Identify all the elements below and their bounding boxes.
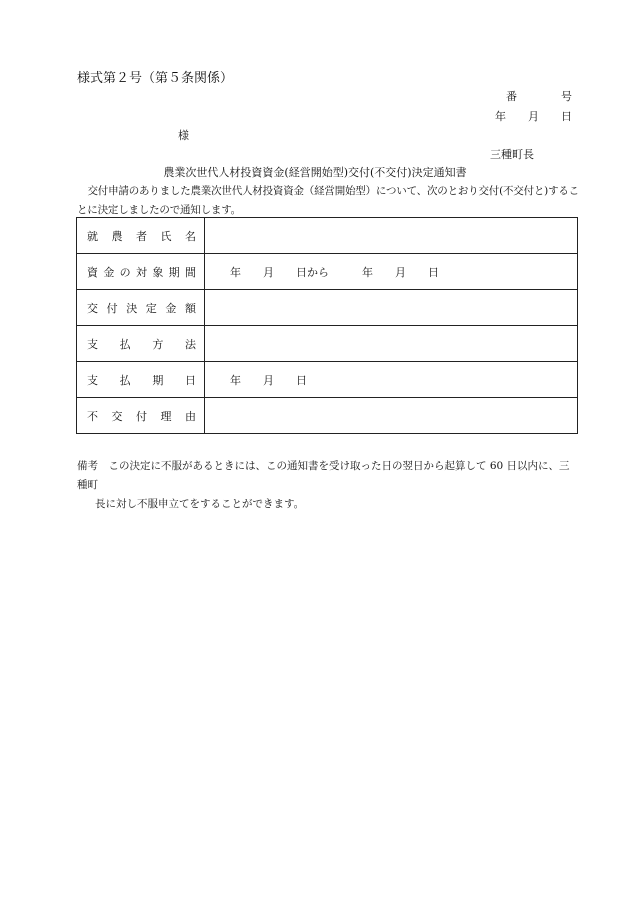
row-label-cell: [77, 362, 205, 398]
row-label: [77, 228, 204, 244]
table-row: [77, 398, 578, 434]
row-value-cell[interactable]: [205, 326, 578, 362]
row-label-cell: [77, 398, 205, 434]
row-value-cell[interactable]: [205, 218, 578, 254]
label-char: 不: [87, 409, 98, 423]
label-char: 決: [126, 301, 138, 315]
label-char: 金: [103, 265, 115, 279]
table-row: [77, 254, 578, 290]
row-value: 年 月 日から 年 月 日: [230, 265, 439, 279]
label-char: 資: [87, 265, 98, 279]
row-value-cell[interactable]: [205, 290, 578, 326]
label-char: 払: [119, 337, 131, 351]
row-label: [77, 264, 204, 280]
row-label: [77, 336, 204, 352]
label-char: 法: [184, 337, 196, 351]
label-char: 方: [152, 337, 164, 351]
row-value-cell[interactable]: [205, 254, 578, 290]
row-value: 年 月 日: [230, 373, 307, 387]
label-char: 理: [160, 409, 172, 423]
row-value-cell[interactable]: [205, 398, 578, 434]
label-char: 払: [119, 373, 131, 387]
document-number: 番 号: [506, 90, 572, 103]
label-char: 象: [152, 265, 164, 279]
table-row: [77, 218, 578, 254]
form-number: 様式第２号（第５条関係）: [77, 71, 234, 86]
issuer-name: 三種町長: [490, 148, 534, 161]
label-char: 対: [135, 265, 147, 279]
remarks-line-1: 備考 この決定に不服があるときには、この通知書を受け取った日の翌日から起算して 60 日以内に、三種町: [77, 460, 570, 491]
label-char: 支: [87, 373, 98, 387]
label-char: 期: [168, 265, 180, 279]
row-label: [77, 408, 204, 424]
document-date: 年 月 日: [495, 110, 572, 123]
label-char: 日: [184, 373, 196, 387]
label-char: 付: [136, 409, 147, 423]
label-char: 交: [111, 409, 123, 423]
notice-body: 交付申請のありました農業次世代人材投資資金（経営開始型）について、次のとおり交付(不交付と)することに決定しましたので通知します。: [77, 185, 579, 216]
label-char: 期: [152, 373, 164, 387]
label-char: の: [119, 265, 131, 279]
row-label-cell: [77, 326, 205, 362]
label-char: 金: [165, 301, 177, 315]
document-title: 農業次世代人材投資資金(経営開始型)交付(不交付)決定通知書: [163, 166, 467, 179]
details-table: [76, 217, 578, 434]
row-value-cell[interactable]: [205, 362, 578, 398]
row-label-cell: [77, 254, 205, 290]
table-row: [77, 362, 578, 398]
label-char: 由: [185, 409, 196, 423]
row-label-cell: [77, 290, 205, 326]
label-char: 農: [111, 229, 123, 243]
table-row: [77, 290, 578, 326]
row-label: [77, 300, 204, 316]
label-char: 額: [184, 301, 196, 315]
label-char: 間: [184, 265, 196, 279]
row-label-cell: [77, 218, 205, 254]
label-char: 定: [145, 301, 157, 315]
label-char: 就: [87, 229, 98, 243]
label-char: 者: [136, 229, 147, 243]
recipient-honorific: 様: [178, 129, 189, 142]
label-char: 交: [87, 301, 98, 315]
remarks-line-2: 長に対し不服申立てをすることができます。: [95, 498, 305, 510]
table-row: [77, 326, 578, 362]
label-char: 付: [106, 301, 118, 315]
row-label: [77, 372, 204, 388]
label-char: 支: [87, 337, 98, 351]
label-char: 氏: [160, 229, 172, 243]
label-char: 名: [185, 229, 196, 243]
remarks: [77, 457, 577, 514]
